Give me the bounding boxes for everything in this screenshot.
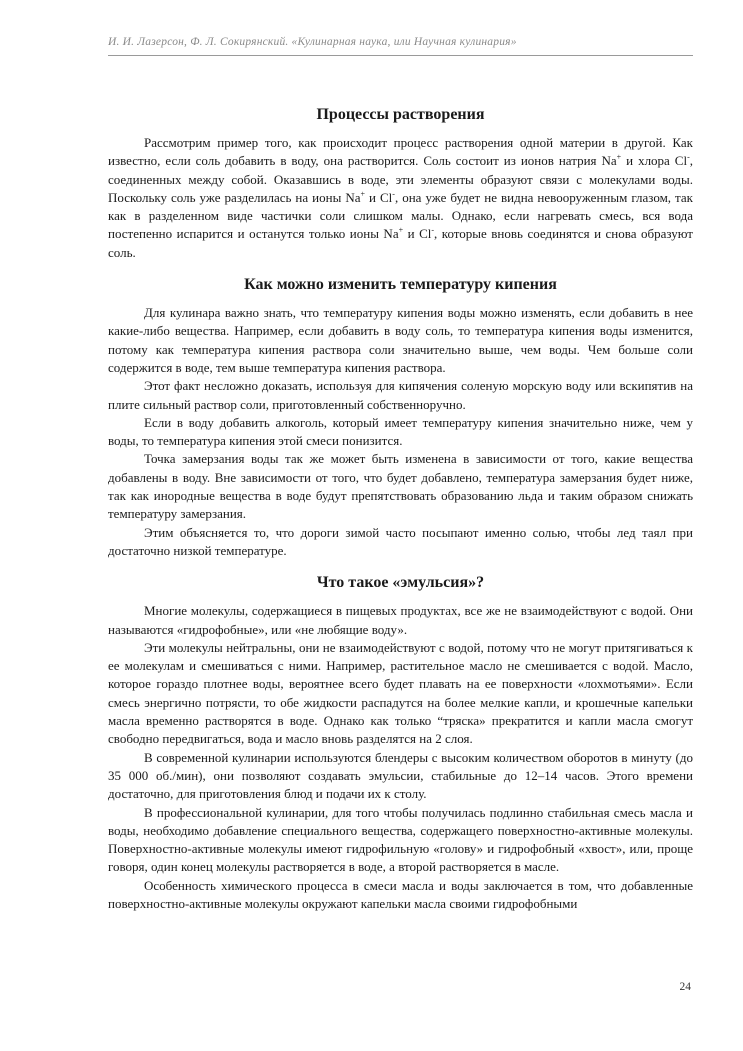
section-title: Как можно изменить температуру кипения (244, 276, 557, 294)
ion-charge-superscript: + (398, 226, 404, 236)
paragraph: Этим объясняется то, что дороги зимой часто посыпают именно солью, чтобы лед таял при достаточно низкой температуре. (108, 524, 693, 558)
section-emulsion (108, 572, 693, 913)
section-title: Процессы растворения (316, 106, 485, 123)
paragraph: Многие молекулы, содержащиеся в пищевых продуктах, все же не взаимодействуют с водой. Они называются «гидрофобные», или «не любящие воду». (108, 603, 693, 637)
paragraph: Особенность химического процесса в смеси масла и воды заключается в том, что добавленные поверхностно-активные молекулы окружают капельки масла своими гидрофобными (108, 877, 693, 911)
ion-charge-superscript: - (431, 226, 435, 236)
paragraph: В профессиональной кулинарии, для того чтобы получилась подлинно стабильная смесь масла и воды, необходимо добавление специального вещества, содержащего поверхностно-активные молекулы. Поверхностно-активные молекулы имеют гидрофильную «голову» и гидрофобный «хвост», или, проще говоря, один конец молекулы растворяется в воде, а второй растворяется в масле. (108, 804, 693, 875)
page-content (108, 104, 693, 925)
paragraph-rich: Рассмотрим пример того, как происходит процесс растворения одной материи в другой. Как известно, если соль добавить в воду, она растворится. Соль состоит из ионов натрия Na+ и хлора Cl-, соединенных между собой. Оказавшись в воде, эти элементы образуют связи с молекулами воды. Поскольку соль уже разделилась на ионы Na+ и Cl-, она уже будет не видна невооруженным глазом, так как в разделенном виде частички соли слишком малы. Однако, если нагревать смесь, вся вода постепенно испарится и останутся только ионы Na+ и Cl-, которые вновь соединятся и снова образуют соль. (108, 135, 694, 260)
section-dissolution (108, 104, 693, 262)
paragraph: Эти молекулы нейтральны, они не взаимодействуют с водой, потому что не могут притягиваться к ее молекулам и смешиваться с ними. Например, растительное масло не смешивается с водой. Масло, которое гораздо плотнее воды, вероятнее всего будет плавать на ее поверхности «лохмотьями». Если смесь энергично потрясти, то обе жидкости распадутся на более мелкие капли, и крошечные капельки масла временно растворятся в воде. Однако как только “тряска» прекратится и капли масла смогут свободно передвигаться, вода и масло вновь разделятся на 2 слоя. (108, 639, 693, 747)
running-header: И. И. Лазерсон, Ф. Л. Сокирянский. «Кулинарная наука, или Научная кулинария» (108, 36, 693, 56)
paragraph: Этот факт несложно доказать, используя для кипячения соленую морскую воду или вскипятив на плите сильный раствор соли, приготовленный собственноручно. (108, 378, 693, 412)
paragraph: Если в воду добавить алкоголь, который имеет температуру кипения значительно ниже, чем у воды, то температура кипения этой смеси понизится. (108, 414, 693, 449)
paragraph: В современной кулинарии используются блендеры с высоким количеством оборотов в минуту (до 35 000 об./мин), они позволяют создавать эмульсии, стабильные до 12–14 часов. Этого времени достаточно, для приготовления блюд и подачи их к столу. (108, 749, 693, 802)
ion-charge-superscript: + (360, 189, 366, 199)
section-boiling-point (108, 274, 693, 560)
section-title: Что такое «эмульсия»? (316, 574, 485, 592)
ion-charge-superscript: - (687, 152, 690, 162)
paragraph: Точка замерзания воды так же может быть изменена в зависимости от того, какие вещества добавлены в воду. Вне зависимости от того, что будет добавлено, температура замерзания будет ниже, так как инородные вещества в воде будут препятствовать образованию льда и таким образом снижать температуру замерзания. (108, 451, 693, 522)
paragraph: Для кулинара важно знать, что температуру кипения воды можно изменять, если добавить в нее какие-либо вещества. Например, если добавить в воду соль, то температура кипения воды изменится, потому как температура кипения раствора соли значительно выше, чем воды. Чем больше соли содержится в воде, тем выше температура кипения раствора. (108, 305, 693, 375)
ion-charge-superscript: - (392, 189, 395, 199)
ion-charge-superscript: + (616, 152, 622, 162)
page-number: 24 (679, 981, 691, 993)
